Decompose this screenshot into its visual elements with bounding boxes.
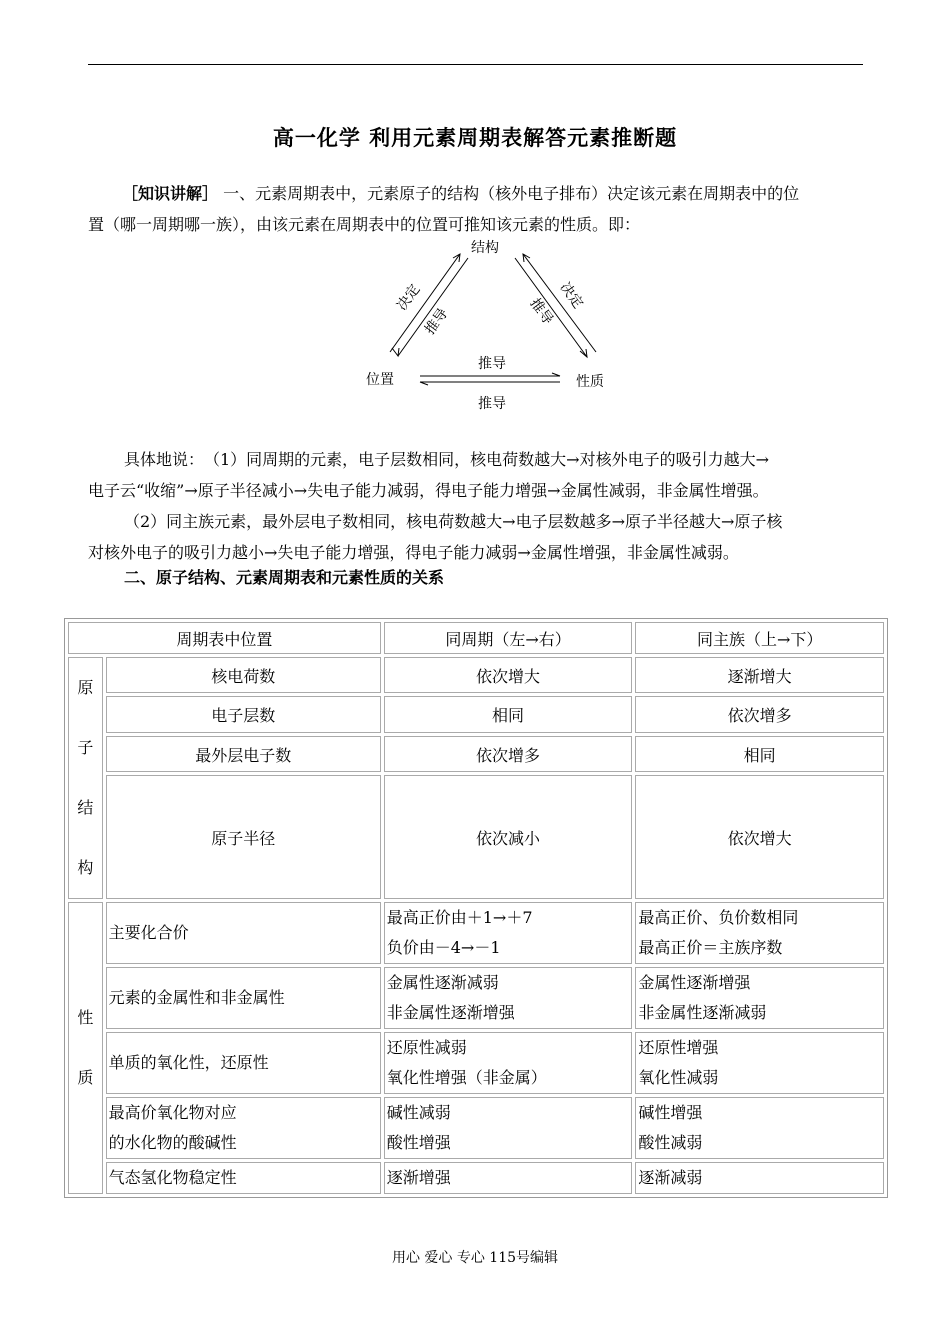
- relation-table: [64, 618, 888, 1198]
- details-p2b: 对核外电子的吸引力越小→失电子能力增强，得电子能力减弱→金属性增强，非金属性减弱。: [88, 543, 739, 562]
- table-row: 性 质 主要化合价 最高正价由＋1→＋7 负价由－4→－1 最高正价、负价数相同 最高正价＝主族序数: [68, 902, 884, 964]
- diagram-node-position: 位置: [366, 372, 394, 388]
- table-row: 原 子 结 构 核电荷数 依次增大 逐渐增大: [68, 657, 884, 693]
- details-paragraph: [88, 444, 878, 568]
- details-p1a: 具体地说： （1）同周期的元素，电子层数相同，核电荷数越大→对核外电子的吸引力越大→: [124, 450, 769, 469]
- knowledge-label: ［知识讲解］: [122, 184, 219, 203]
- table-row: 原子半径 依次减小 依次增大: [68, 775, 884, 899]
- left-inner-label: 推导: [422, 305, 452, 338]
- right-outer-label: 决定: [556, 279, 586, 312]
- structure-position-property-diagram: [340, 232, 640, 422]
- table-row: 最高价氧化物对应 的水化物的酸碱性 碱性减弱 酸性增强 碱性增强 酸性减弱: [68, 1097, 884, 1159]
- bottom-bottom-label: 推导: [478, 396, 506, 412]
- details-p2a: （2）同主族元素，最外层电子数相同，核电荷数越大→电子层数越多→原子半径越大→原子核: [124, 512, 783, 531]
- table-row: 最外层电子数 依次增多 相同: [68, 736, 884, 772]
- section2-heading: 二、原子结构、元素周期表和元素性质的关系: [124, 568, 445, 587]
- right-inner-label: 推导: [526, 295, 556, 328]
- table-row: 单质的氧化性，还原性 还原性减弱 氧化性增强（非金属） 还原性增强 氧化性减弱: [68, 1032, 884, 1094]
- header-rule: [88, 64, 863, 65]
- header-period: 同周期（左→右）: [384, 622, 633, 654]
- bottom-arrows: [420, 373, 560, 385]
- table-row: 气态氢化物稳定性 逐渐增强 逐渐减弱: [68, 1162, 884, 1194]
- header-position: 周期表中位置: [68, 622, 381, 654]
- details-p1b: 电子云“收缩”→原子半径减小→失电子能力减弱，得电子能力增强→金属性减弱，非金属性增强。: [88, 481, 769, 500]
- bottom-top-label: 推导: [478, 356, 506, 372]
- table-header-row: [68, 622, 884, 654]
- table-row: 电子层数 相同 依次增多: [68, 696, 884, 732]
- intro-line2: 置（哪一周期哪一族），由该元素在周期表中的位置可推知该元素的性质。即：: [88, 215, 641, 234]
- table-row: 元素的金属性和非金属性 金属性逐渐减弱 非金属性逐渐增强 金属性逐渐增强 非金属性逐渐减弱: [68, 967, 884, 1029]
- page-title: 高一化学 利用元素周期表解答元素推断题: [272, 125, 678, 150]
- diagram-node-structure: 结构: [471, 240, 499, 256]
- intro-line1: 一、元素周期表中，元素原子的结构（核外电子排布）决定该元素在周期表中的位: [218, 184, 800, 203]
- group-label-property: 性 质: [68, 902, 103, 1194]
- page-footer: 用心 爱心 专心 115号编辑: [391, 1250, 559, 1266]
- header-group: 同主族（上→下）: [635, 622, 884, 654]
- group-label-structure: 原 子 结 构: [68, 657, 103, 899]
- diagram-node-property: 性质: [576, 374, 604, 390]
- left-outer-label: 决定: [394, 281, 424, 314]
- intro-paragraph: [88, 178, 878, 240]
